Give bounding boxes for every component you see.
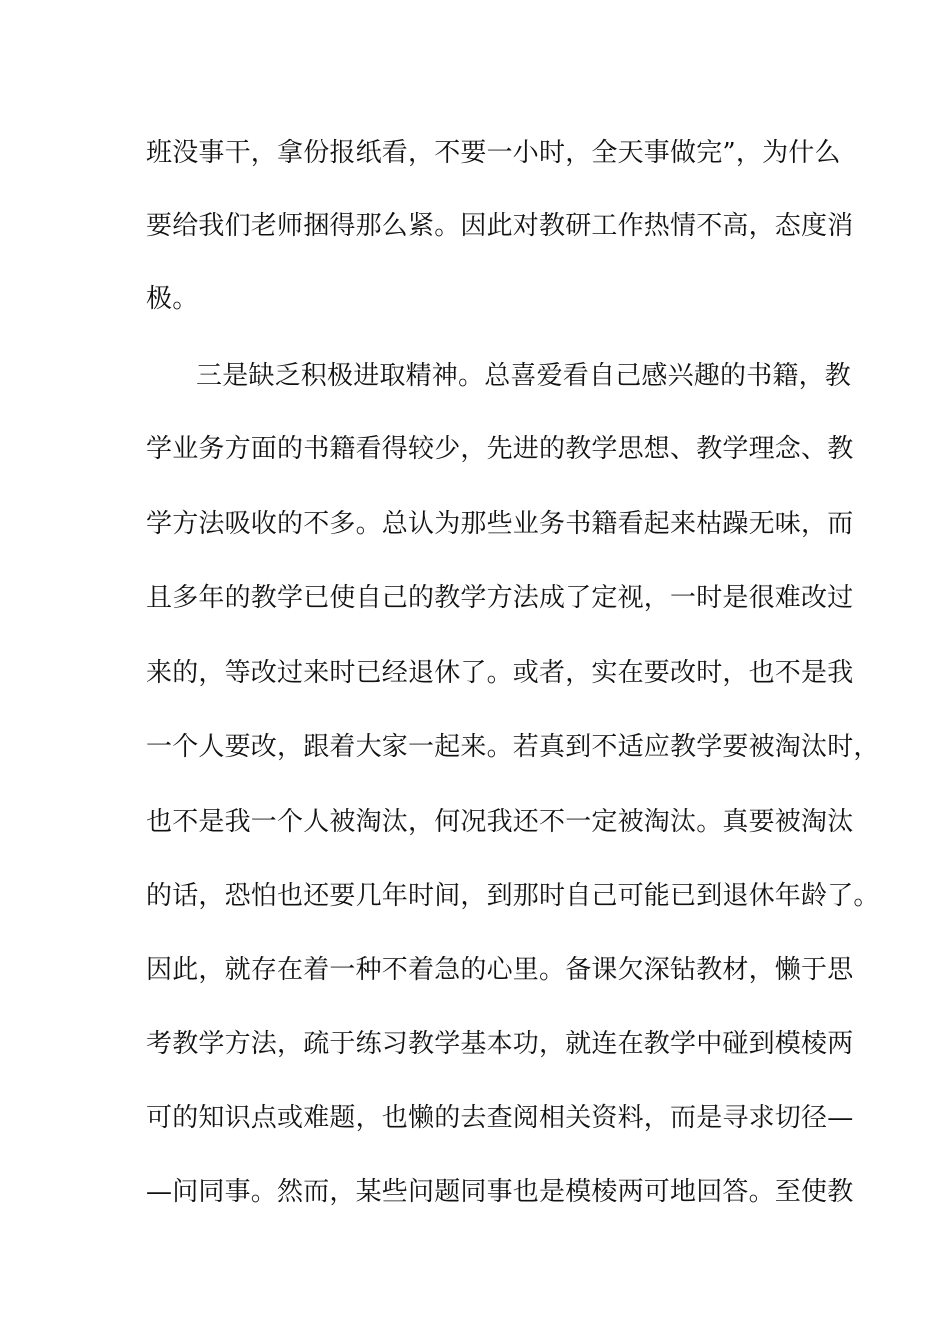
text-line: 考教学方法，疏于练习教学基本功，就连在教学中碰到模棱两 — [146, 1029, 854, 1059]
text-line: 班没事干，拿份报纸看，不要一小时，全天事做完”，为什么 — [146, 138, 841, 168]
text-line: —问同事。然而，某些问题同事也是模棱两可地回答。至使教 — [146, 1177, 854, 1207]
text-line: 也不是我一个人被淘汰，何况我还不一定被淘汰。真要被淘汰 — [146, 807, 854, 837]
text-line: 极。 — [146, 284, 199, 314]
text-line: 可的知识点或难题，也懒的去查阅相关资料，而是寻求切径— — [146, 1103, 854, 1133]
text-line: 学业务方面的书籍看得较少，先进的教学思想、教学理念、教 — [146, 434, 854, 464]
text-line: 学方法吸收的不多。总认为那些业务书籍看起来枯躁无味，而 — [146, 509, 854, 539]
text-line: 因此，就存在着一种不着急的心里。备课欠深钻教材，懒于思 — [146, 955, 854, 985]
text-line: 且多年的教学已使自己的教学方法成了定视，一时是很难改过 — [146, 583, 854, 613]
text-line: 一个人要改，跟着大家一起来。若真到不适应教学要被淘汰时， — [146, 732, 880, 762]
paragraph-first-line: 三是缺乏积极进取精神。总喜爱看自己感兴趣的书籍，教 — [196, 361, 852, 391]
text-line: 来的，等改过来时已经退休了。或者，实在要改时，也不是我 — [146, 658, 854, 688]
text-line: 要给我们老师捆得那么紧。因此对教研工作热情不高，态度消 — [146, 211, 854, 241]
text-line: 的话，恐怕也还要几年时间，到那时自己可能已到退休年龄了。 — [146, 881, 880, 911]
